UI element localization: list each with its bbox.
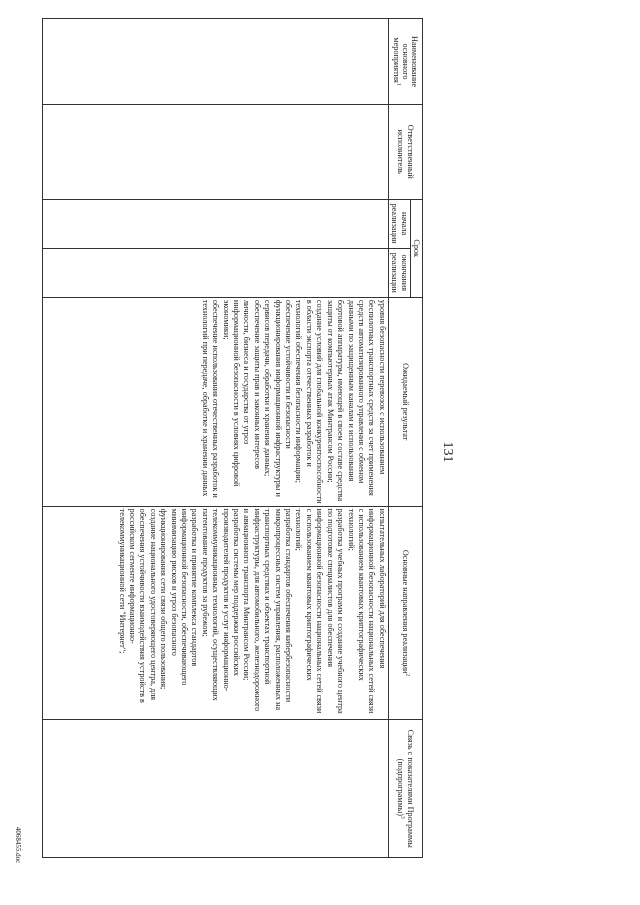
header-end: окончания реализации bbox=[388, 248, 410, 297]
cell-expected-result bbox=[42, 297, 388, 506]
header-main-directions: Основные направления реализации$^2$ bbox=[388, 506, 422, 720]
cell-start bbox=[42, 199, 388, 248]
page-number: 131 bbox=[440, 441, 455, 463]
header-executor: Ответственный исполнитель bbox=[388, 104, 422, 199]
header-start: начала реализации bbox=[388, 199, 410, 248]
cell-executor bbox=[42, 104, 388, 199]
main-directions-text: испытательных лабораторий для обеспечения информационной безопасности национальных сетей связи с использованием квантовых криптографических технологий; разработка учебных программ и создание учебного центра по подготовке специалистов для обеспечения информационной безопасности национальных сетей связи с использованием квантовых криптографических технологий; разработка стандартов обеспечения кибербезопасности микропроцессных систем управления, расположенных на транспортных средствах и объектах транспортной инфраструктуры, для автомобильного, железнодорожного и авиационного транспорта Минтрансом России; разработка системы мер поддержки российских производителей продуктов и услуг информационно-телекоммуникационных технологий, осуществляющих патентование продуктов за рубежом; разработка и принятие комплекса стандартов информационной безопасности, обеспечивающего минимизацию рисков и угроз безопасного функционирования сети связи общего пользования; создание национального удостоверяющего центра, для обеспечения устойчивости взаимодействия устройств в российском сегменте информационно-телекоммуникационной сети "Интернет"; bbox=[117, 508, 387, 714]
rotated-table-area bbox=[30, 18, 423, 858]
header-row-1 bbox=[410, 19, 422, 858]
expected-result-text: уровня безопасности перевозок с использованием беспилотных транспортных средств за счет применения средств автоматизированного управления с обменом данными по защищенным каналам и использования бортовой аппаратуры, имеющей в своем составе средства защиты от компьютерных атак Минтрансом России; создание условий для глобальной конкурентоспособности в области экспорта отечественных разработок и технологий обеспечения безопасности информации; обеспечение устойчивости и безопасности функционирования информационной инфраструктуры и сервисов передачи, обработки и хранения данных; обеспечение защиты прав и законных интересов личности, бизнеса и государства от угроз информационной безопасности в условиях цифровой экономики; обеспечение использования отечественных разработок и технологий при передаче, обработке и хранении данных bbox=[200, 299, 387, 504]
cell-program-link bbox=[42, 720, 388, 858]
cell-end bbox=[42, 248, 388, 297]
document-id: 4068455.doc bbox=[14, 826, 22, 864]
header-expected-result: Ожидаемый результат bbox=[388, 297, 422, 506]
table-stage bbox=[30, 18, 423, 858]
cell-activity-name bbox=[42, 19, 388, 105]
header-program-link: Связь с показателями Программы (подпрограммы)$^3$ bbox=[388, 720, 422, 858]
table-row bbox=[42, 19, 388, 858]
cell-main-directions bbox=[42, 506, 388, 720]
activities-table bbox=[42, 18, 423, 858]
header-activity-name: Наименование основного мероприятия$^1$ bbox=[388, 19, 422, 105]
header-term: Срок bbox=[410, 199, 422, 297]
